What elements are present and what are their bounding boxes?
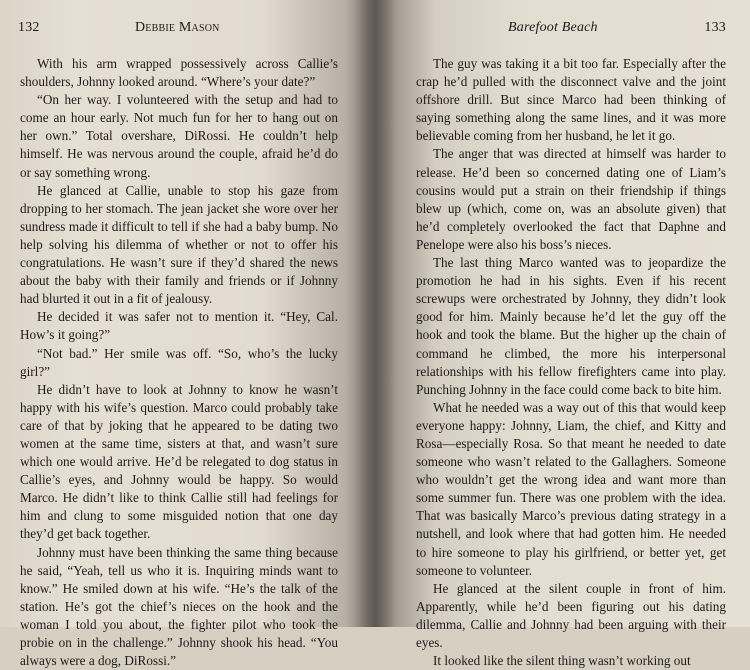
paragraph: With his arm wrapped possessively across Callie’s shoulders, Johnny looked around. “Where’s your date?” (20, 56, 338, 90)
left-page (0, 0, 375, 669)
paragraph: It looked like the silent thing wasn’t working out (433, 653, 691, 669)
paragraph: He glanced at the silent couple in front of him. Apparently, while he’d been figuring out his dating dilemma, Callie and Johnny had been arguing with their eyes. (416, 580, 726, 650)
page-number-left: 132 (18, 20, 40, 35)
paragraph: “On her way. I volunteered with the setup and had to come an hour early. Not much fun for her to hang out on her own.” Total overshare, DiRossi. He couldn’t help himself. He was nervous around the couple, afraid he’d do or say something wrong. (20, 92, 338, 180)
paragraph: What he needed was a way out of this that would keep everyone happy: Johnny, Liam, the chief, and Kitty and Rosa—especially Rosa. So that meant he needed to date someone who wasn’t related to the Gallaghers. Someone who wouldn’t get the wrong idea and want more than some summer fun. There was one problem with the idea. That was basically Marco’s previous dating strategy in a nutshell, and look where that had gotten him. He needed to hire someone to play his girlfriend, or better yet, get someone to volunteer. (416, 399, 726, 578)
paragraph: He decided it was safer not to mention it. “Hey, Cal. How’s it going?” (20, 309, 338, 343)
paragraph: Johnny must have been thinking the same thing because he said, “Yeah, tell us who it is. Inquiring minds want to know.” He smiled down at his wife. “He’s the talk of the station. He’s got the chief’s nieces on the hook and the woman I told you about, the fighter pilot who took the probie on in the challenge.” Johnny shook his head. “You always were a dog, DiRossi.” (20, 544, 338, 669)
paragraph: He glanced at Callie, unable to stop his gaze from dropping to her stomach. The jean jacket she wore over her sundress made it difficult to tell if she had a baby bump. No help solving his dilemma of whether or not to offer his congratulations. He wasn’t sure if they’d shared the news about the baby with their family and friends or if Johnny had blurted it out in a fit of jealousy. (20, 182, 338, 307)
paragraph: The guy was taking it a bit too far. Especially after the crap he’d pulled with the disconnect valve and the joint offshore drill. But since Marco had been thinking of saying something along the same lines, and it was more believable coming from her husband, he let it go. (416, 56, 726, 144)
running-head-author: Debbie Mason (135, 20, 220, 35)
paragraph: “Not bad.” Her smile was off. “So, who’s the lucky girl?” (20, 345, 338, 379)
paragraph: He didn’t have to look at Johnny to know he wasn’t happy with his wife’s question. Marco could probably take care of that by joking that he appeared to be dating two women at the same time, sisters at that, and wasn’t sure which one would arrive. He’d be relegated to dog status in Callie’s eyes, and Johnny would be happy. So would Marco. He didn’t like to think Callie still had feelings for him and clung to some misguided notion that one day they’d get back together. (20, 381, 338, 542)
paragraph: The anger that was directed at himself was harder to release. He’d been so concerned dating one of Liam’s cousins would put a strain on their friendship if things blew up (which, come on, was an absolute given) that he’d completely overlooked the fact that Daphne and Penelope were also his boss’s nieces. (416, 146, 726, 252)
page-number-right: 133 (704, 20, 726, 35)
right-page-text (416, 55, 726, 670)
running-head-title: Barefoot Beach (508, 20, 598, 35)
right-page (375, 0, 750, 669)
paragraph: The last thing Marco wanted was to jeopardize the promotion he had in his sights. Even if his recent screwups were orchestrated by Johnny, they didn’t look good for him. Mainly because he’d let the guy off the hook and took the blame. But the higher up the chain of command he climbed, the more his interpersonal relationships with his fellow firefighters came into play. Punching Johnny in the face could come back to bite him. (416, 255, 726, 397)
left-page-text (20, 55, 338, 670)
